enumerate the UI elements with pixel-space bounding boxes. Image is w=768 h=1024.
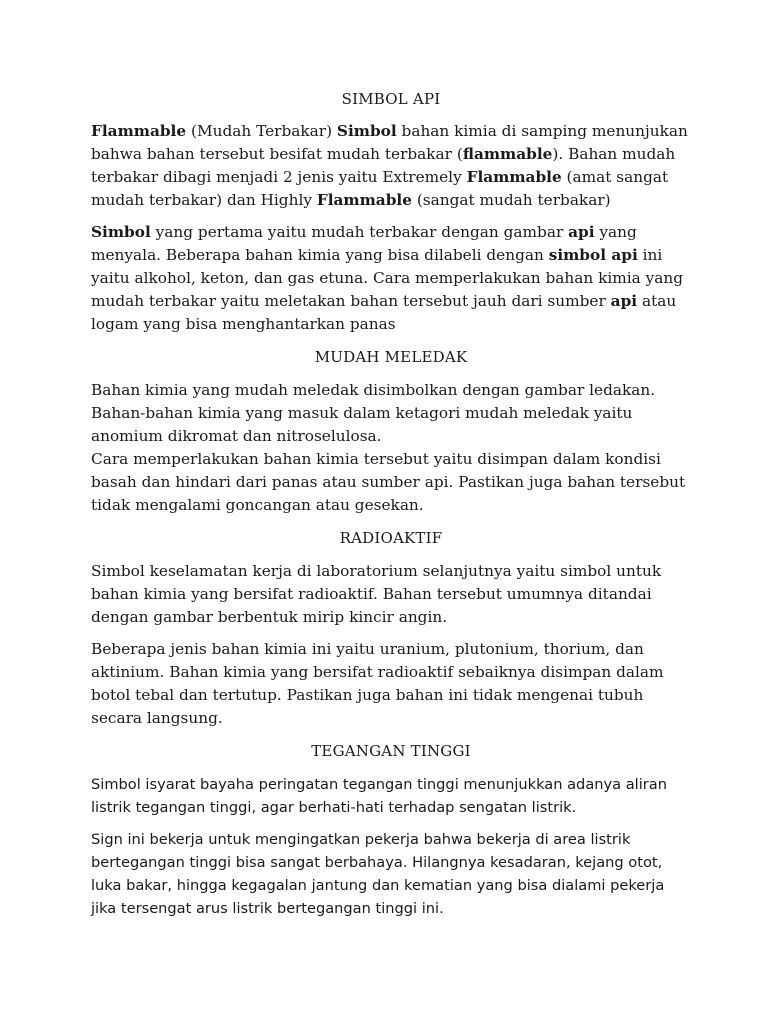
bold-term: Flammable [466, 168, 562, 186]
paragraph-tegangan-2: Sign ini bekerja untuk mengingatkan pekerja bahwa bekerja di area listrik bertegangan tinggi bisa sangat berbahaya. Hilangnya kesadaran, kejang otot, luka bakar, hingga kegagalan jantung dan kematian yang bisa dialami pekerja jika tersengat arus listrik bertegangan tinggi ini. [91, 831, 665, 917]
document-body [91, 90, 691, 920]
heading-mudah-meledak: MUDAH MELEDAK [314, 348, 468, 366]
paragraph-tegangan-1: Simbol isyarat bayaha peringatan tegangan tinggi menunjukkan adanya aliran listrik tegangan tinggi, agar berhati-hati terhadap sengatan listrik. [91, 776, 667, 816]
text-run: (amat sangat mudah terbakar) dan Highly [91, 168, 669, 209]
text-run: (sangat mudah terbakar) [411, 191, 611, 209]
bold-term: api [568, 223, 595, 241]
heading-radioaktif: RADIOAKTIF [339, 529, 443, 547]
bold-term: Flammable [91, 122, 187, 140]
bold-term: simbol api [548, 246, 638, 264]
text-run: yang pertama yaitu mudah terbakar dengan gambar [150, 223, 569, 241]
paragraph-meledak-1: Bahan kimia yang mudah meledak disimbolkan dengan gambar ledakan. Bahan-bahan kimia yang masuk dalam ketagori mudah meledak yaitu anomium dikromat dan nitroselulosa. [91, 381, 656, 445]
paragraph-flammable [91, 120, 691, 212]
text-run: ini yaitu alkohol, keton, dan gas etuna. Cara memperlakukan bahan kimia yang mudah terbakar yaitu meletakan bahan tersebut jauh dari sumber [91, 246, 684, 310]
bold-term: Flammable [316, 191, 412, 209]
bold-term: Simbol [91, 223, 151, 241]
text-run: (Mudah Terbakar) [186, 122, 337, 140]
text-run: ). Bahan mudah terbakar dibagi menjadi 2 jenis yaitu Extremely [91, 145, 676, 186]
text-run: atau logam yang bisa menghantarkan panas [91, 292, 677, 333]
bold-term: flammable [462, 145, 553, 163]
heading-tegangan-tinggi: TEGANGAN TINGGI [311, 742, 471, 760]
bold-term: api [610, 292, 638, 310]
text-run: bahan kimia di samping menunjukan bahwa bahan tersebut besifat mudah terbakar ( [91, 122, 688, 163]
bold-term: Simbol [336, 122, 397, 140]
text-run: yang menyala. Beberapa bahan kimia yang bisa dilabeli dengan [91, 223, 637, 264]
heading-simbol-api: SIMBOL API [341, 90, 441, 108]
paragraph-radioaktif-1: Simbol keselamatan kerja di laboratorium selanjutnya yaitu simbol untuk bahan kimia yang bersifat radioaktif. Bahan tersebut umumnya ditandai dengan gambar berbentuk mirip kincir angin. [91, 562, 662, 626]
paragraph-simbol-api [91, 221, 691, 336]
paragraph-radioaktif-2: Beberapa jenis bahan kimia ini yaitu uranium, plutonium, thorium, dan aktinium. Bahan kimia yang bersifat radioaktif sebaiknya disimpan dalam botol tebal dan tertutup. Pastikan juga bahan ini tidak mengenai tubuh secara langsung. [91, 640, 664, 727]
paragraph-meledak-2: Cara memperlakukan bahan kimia tersebut yaitu disimpan dalam kondisi basah dan hindari dari panas atau sumber api. Pastikan juga bahan tersebut tidak mengalami goncangan atau gesekan. [91, 450, 686, 514]
